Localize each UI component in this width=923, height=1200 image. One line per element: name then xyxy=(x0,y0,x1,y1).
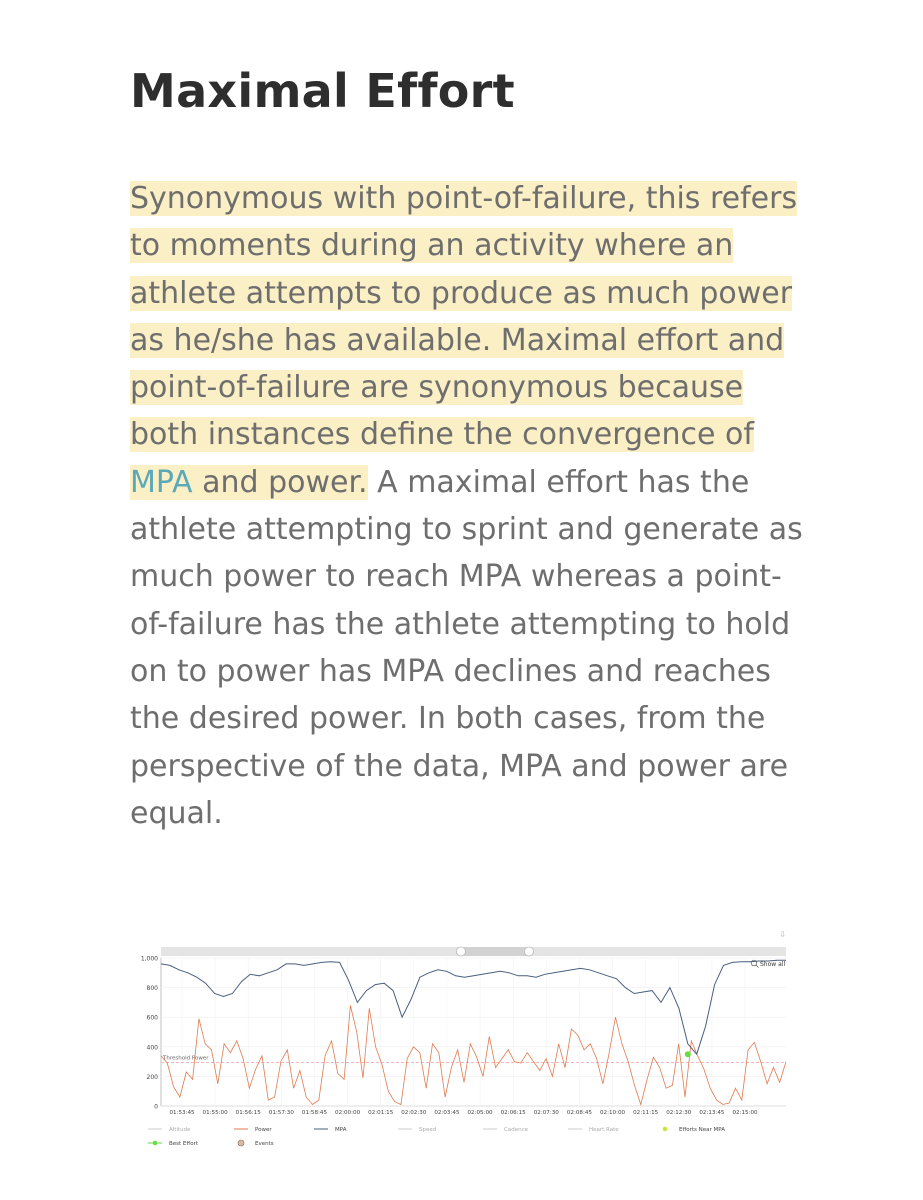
x-tick-label: 02:07:30 xyxy=(533,1110,559,1116)
x-tick-label: 02:12:30 xyxy=(666,1110,692,1116)
legend-altitude[interactable]: Altitude xyxy=(169,1127,191,1133)
mpa-link[interactable]: MPA xyxy=(130,464,193,500)
mpa-power-chart xyxy=(138,925,792,1155)
y-tick-label: 800 xyxy=(146,985,158,993)
legend-efforts-near-mpa[interactable]: Efforts Near MPA xyxy=(679,1127,726,1133)
chart-canvas xyxy=(138,925,792,1155)
x-tick-label: 01:57:30 xyxy=(268,1110,294,1116)
legend-events-marker xyxy=(238,1140,244,1146)
power-series-line xyxy=(161,1005,786,1104)
x-tick-label: 01:53:45 xyxy=(169,1110,195,1116)
x-tick-label: 01:55:00 xyxy=(202,1110,228,1116)
legend-best-effort-marker xyxy=(153,1141,158,1146)
mpa-series-line xyxy=(161,960,786,1054)
highlighted-text xyxy=(130,181,797,500)
legend-power[interactable]: Power xyxy=(255,1127,272,1133)
x-tick-label: 02:02:30 xyxy=(401,1110,427,1116)
threshold-label: Threshold Power xyxy=(163,1055,209,1062)
definition-paragraph xyxy=(130,175,820,837)
highlighted-text-part-1: Synonymous with point-of-failure, this refers to moments during an activity where an athlete attempts to produce as much power as he/she has available. Maximal effort and point-of-failure are synonymous because both instances define the convergence of xyxy=(130,181,798,453)
x-tick-label: 02:03:45 xyxy=(434,1110,460,1116)
y-tick-label: 1,000 xyxy=(140,955,158,963)
navigator-handle-left[interactable] xyxy=(457,947,466,956)
zoom-icon-handle xyxy=(756,965,759,968)
x-tick-label: 02:11:15 xyxy=(633,1110,659,1116)
legend-best-effort[interactable]: Best Effort xyxy=(169,1141,198,1147)
highlighted-text-part-2: and power. xyxy=(192,464,368,500)
legend-events[interactable]: Events xyxy=(255,1141,274,1147)
legend-efforts-near-mpa-marker xyxy=(663,1127,668,1132)
navigator-handle-right[interactable] xyxy=(525,947,534,956)
x-tick-label: 02:13:45 xyxy=(699,1110,725,1116)
y-tick-label: 200 xyxy=(146,1073,158,1081)
x-tick-label: 02:00:00 xyxy=(335,1110,361,1116)
navigator-selection[interactable] xyxy=(461,947,529,956)
y-tick-label: 400 xyxy=(146,1044,158,1052)
x-tick-label: 01:56:15 xyxy=(235,1110,261,1116)
legend-cadence[interactable]: Cadence xyxy=(504,1127,528,1133)
y-tick-label: 600 xyxy=(146,1014,158,1022)
x-tick-label: 02:06:15 xyxy=(500,1110,526,1116)
download-icon[interactable]: ⇩ xyxy=(779,930,786,939)
x-tick-label: 02:01:15 xyxy=(368,1110,394,1116)
x-tick-label: 01:58:45 xyxy=(301,1110,328,1116)
x-tick-label: 02:10:00 xyxy=(599,1110,626,1116)
paragraph-continuation: A maximal effort has the athlete attempting to sprint and generate as much power to reach MPA whereas a point-of-failure has the athlete attempting to hold on to power has MPA declines and reaches the desired power. In both cases, from the perspective of the data, MPA and power are equal. xyxy=(130,464,803,831)
legend-speed[interactable]: Speed xyxy=(419,1127,437,1133)
y-tick-label: 0 xyxy=(154,1103,158,1111)
show-all-button[interactable]: Show all xyxy=(760,961,786,968)
legend-mpa[interactable]: MPA xyxy=(335,1127,347,1133)
legend-heart-rate[interactable]: Heart Rate xyxy=(589,1127,619,1133)
best-effort-marker[interactable] xyxy=(685,1051,691,1057)
x-tick-label: 02:15:00 xyxy=(732,1110,758,1116)
x-tick-label: 02:08:45 xyxy=(566,1110,592,1116)
page-title: Maximal Effort xyxy=(130,64,515,118)
x-tick-label: 02:05:00 xyxy=(467,1110,493,1116)
